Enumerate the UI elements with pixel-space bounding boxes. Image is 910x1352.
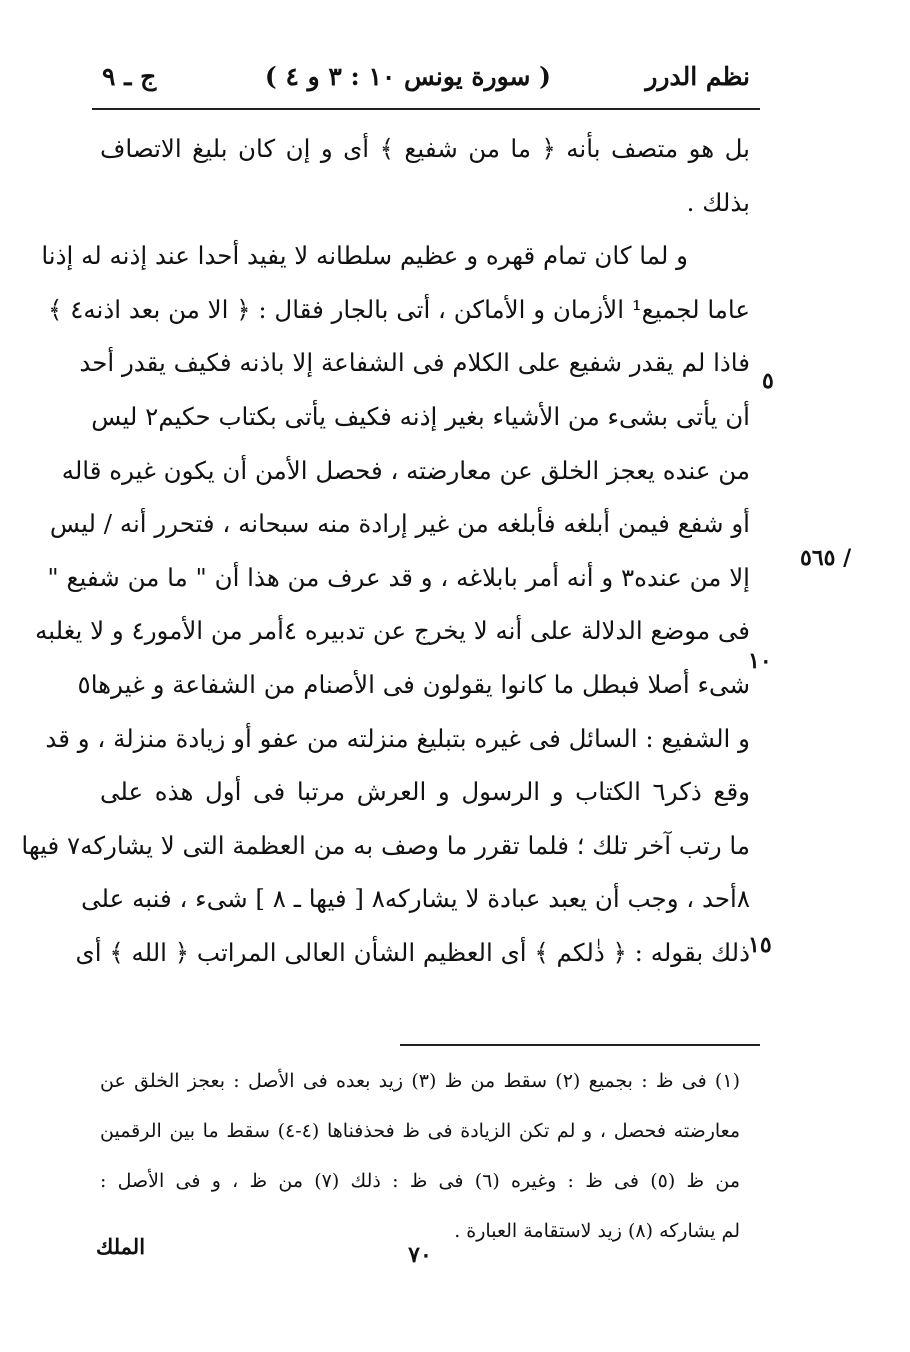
footnotes	[100, 1056, 740, 1256]
text-line: ذلك بقوله : ﴿ ذٰلكم ﴾ أى العظيم الشأن العالى المراتب ﴿ الله ﴾ أى	[75, 937, 750, 967]
running-header	[96, 58, 756, 98]
surah-reference: ( سورة يونس ١٠ : ٣ و ٤ )	[264, 62, 551, 91]
text-line: عاما لجميع¹ الأزمان و الأماكن ، أتى بالجار فقال : ﴿ الا من بعد اذنه٤ ﴾	[48, 294, 750, 324]
footnote-rule	[400, 1044, 760, 1046]
signature-mark: الملك	[96, 1234, 146, 1259]
text-line: فاذا لم يقدر شفيع على الكلام فى الشفاعة إلا باذنه فكيف يقدر أحد	[79, 348, 750, 378]
text-line: إلا من عنده٣ و أنه أمر بابلاغه ، و قد عرف من هذا أن " ما من شفيع "	[47, 562, 750, 592]
footnote-line: لم يشاركه (٨) زيد لاستقامة العبارة .	[454, 1220, 740, 1242]
text-line: أن يأتى بشىء من الأشياء بغير إذنه فكيف يأتى بكتاب حكيم٢ ليس	[91, 401, 750, 431]
volume-number: ج ـ ٩	[102, 62, 157, 91]
page-number: ٧٠	[408, 1242, 432, 1268]
text-line: أو شفع فيمن أبلغه فأبلغه من غير إرادة منه سبحانه ، فتحرر أنه / ليس	[49, 509, 750, 539]
footnote-line: من ظ (٥) فى ظ : وغيره (٦) فى ظ : ذلك (٧) من ظ ، و فى الأصل :	[100, 1170, 740, 1192]
header-rule	[92, 108, 760, 110]
manuscript-folio-marker: / ٥٦٥	[800, 545, 852, 571]
text-line: من عنده يعجز الخلق عن معارضته ، فحصل الأمن أن يكون غيره قاله	[61, 455, 750, 485]
line-number-5: ٥	[762, 368, 774, 394]
text-line: فى موضع الدلالة على أنه لا يخرج عن تدبيره ٤أمر من الأمور٤ و لا يغلبه	[35, 616, 750, 646]
text-line: ما رتب آخر تلك ؛ فلما تقرر ما وصف به من العظمة التى لا يشاركه٧ فيها	[21, 830, 750, 860]
line-number-15: ١٥	[748, 932, 772, 958]
book-title: نظم الدرر	[645, 62, 750, 91]
main-text	[21, 122, 750, 980]
text-line: شىء أصلا فبطل ما كانوا يقولون فى الأصنام من الشفاعة و غيرها٥	[77, 669, 750, 699]
footnote-line: معارضته فحصل ، و لم تكن الزيادة فى ظ فحذفناها (٤-٤) سقط ما بين الرقمين	[100, 1120, 741, 1142]
text-line: بذلك .	[686, 187, 750, 217]
text-line: بل هو متصف بأنه ﴿ ما من شفيع ﴾ أى و إن كان بليغ الاتصاف	[100, 134, 750, 163]
text-line: وقع ذكر٦ الكتاب و الرسول و العرش مرتبا فى أول هذه على	[100, 777, 750, 807]
text-line: و الشفيع : السائل فى غيره بتبليغ منزلته من عفو أو زيادة منزلة ، و قد	[45, 723, 750, 753]
text-line: ٨أحد ، وجب أن يعبد عبادة لا يشاركه٨ [ فيها ـ ٨ ] شىء ، فنبه على	[81, 884, 750, 914]
text-line: و لما كان تمام قهره و عظيم سلطانه لا يفيد أحدا عند إذنه له إذنا	[41, 241, 688, 271]
line-number-10: ١٠	[748, 648, 772, 674]
footnote-line: (١) فى ظ : بجميع (٢) سقط من ظ (٣) زيد بعده فى الأصل : بعجز الخلق عن	[100, 1070, 740, 1092]
